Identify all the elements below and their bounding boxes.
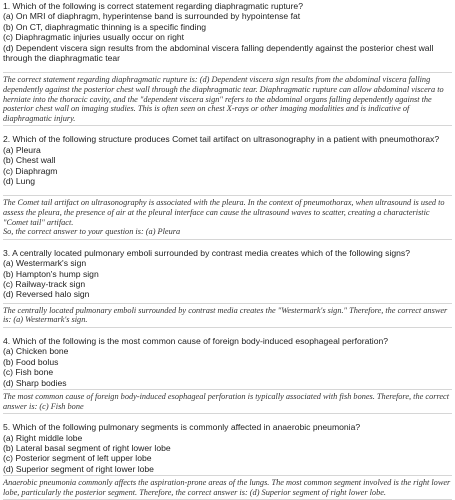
question-block-2	[3, 134, 452, 186]
option-c: (c) Railway-track sign	[3, 279, 86, 290]
option-a: (a) Pleura	[3, 144, 41, 155]
option-c: (c) Fish bone	[3, 367, 54, 378]
answer-text: Anaerobic pneumonia commonly affects the aspiration-prone areas of the lungs. The most common segment involved is the right lower lobe, particularly the posterior segment. Therefore, the correct answer is: (d) Superior segment of right lower lobe.	[3, 478, 451, 497]
answer-text: So, the correct answer to your question is: (a) Pleura	[3, 227, 181, 237]
question-text: 5. Which of the following pulmonary segments is commonly affected in anaerobic pneumonia?	[3, 422, 361, 433]
option-b: (b) Food bolus	[3, 356, 59, 367]
option-d: (d) Lung	[3, 176, 36, 187]
option-a: (a) Chicken bone	[3, 346, 69, 357]
option-c: (c) Diaphragmatic injuries usually occur on right	[3, 32, 185, 43]
answer-block-5	[3, 475, 452, 500]
option-c: (c) Diaphragm	[3, 165, 58, 176]
option-a: (a) Right middle lobe	[3, 432, 83, 443]
question-block-1	[3, 1, 452, 63]
option-d: (d) Sharp bodies	[3, 377, 67, 388]
answer-text: The centrally located pulmonary emboli surrounded by contrast media creates the "Westermark's sign." Therefore, the correct answer is: (a) Westermark's sign.	[3, 305, 448, 325]
option-b: (b) Lateral basal segment of right lower lobe	[3, 443, 171, 454]
option-a: (a) Westermark's sign	[3, 258, 87, 269]
option-b: (b) Chest wall	[3, 155, 56, 166]
option-b: (b) On CT, diaphragmatic thinning is a specific finding	[3, 21, 207, 32]
question-block-4	[3, 336, 452, 388]
question-block-3	[3, 248, 452, 300]
option-b: (b) Hampton's hump sign	[3, 268, 99, 279]
answer-text: The most common cause of foreign body-induced esophageal perforation is typically associated with fish bones. Therefore, the correct answer is: (c) Fish bone	[3, 392, 450, 411]
question-text: 2. Which of the following structure produces Comet tail artifact on ultrasonography in a patient with pneumothorax?	[3, 134, 440, 145]
option-d: (d) Dependent viscera sign results from the abdominal viscera falling dependently against the posterior chest wall through the diaphragmatic tear	[3, 42, 434, 64]
answer-block-4	[3, 389, 452, 414]
answer-text: The Comet tail artifact on ultrasonography is associated with the pleura. In the context of pneumothorax, when ultrasound is used to assess the pleura, the presence of air at the pleural interface can cause the ultrasound waves to scatter, creating a characteristic "Comet tail" artifact.	[3, 198, 445, 227]
option-a: (a) On MRI of diaphragm, hyperintense band is surrounded by hypointense fat	[3, 11, 301, 22]
answer-block-1	[3, 72, 452, 126]
question-text: 1. Which of the following is correct statement regarding diaphragmatic rupture?	[3, 1, 303, 11]
answer-text: The correct statement regarding diaphragmatic rupture is: (d) Dependent viscera sign results from the abdominal viscera falling dependently against the posterior chest wall through the diaphragmatic tear. Diaphragmatic rupture can allow abdominal viscera to herniate into the thoracic cavity, and the "dependent viscera sign" refers to the abdominal organs falling dependently against the posterior chest wall on imaging studies. This is often seen on chest X-rays or other imaging modalities and is indicative of diaphragmatic injury.	[3, 75, 444, 123]
question-block-5	[3, 422, 452, 474]
question-text: 3. A centrally located pulmonary emboli surrounded by contrast media creates which of the following signs?	[3, 247, 410, 258]
option-c: (c) Posterior segment of left upper lobe	[3, 453, 152, 464]
question-text: 4. Which of the following is the most common cause of foreign body-induced esophageal perforation?	[3, 336, 389, 347]
answer-block-3	[3, 303, 452, 328]
option-d: (d) Reversed halo sign	[3, 289, 90, 300]
option-d: (d) Superior segment of right lower lobe	[3, 463, 154, 474]
answer-block-2	[3, 195, 452, 239]
